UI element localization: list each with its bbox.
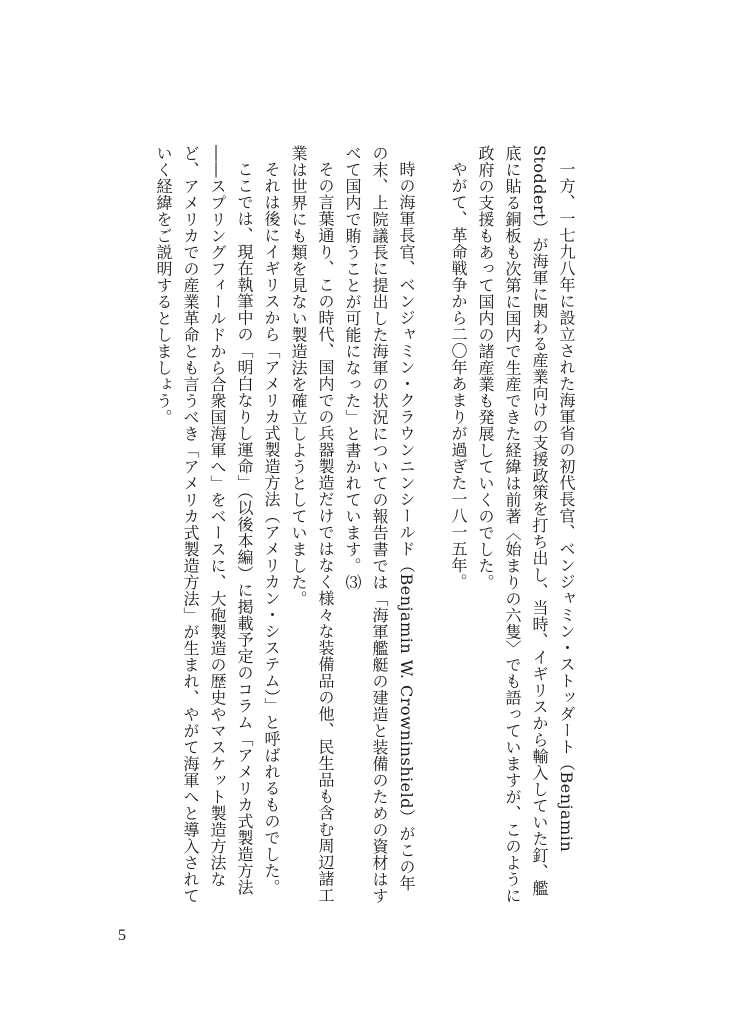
paragraph-column-intro: ここでは、現在執筆中の「明白なりし運命」（以後本編）に掲載予定のコラム「アメリカ式製造方法――スプリングフィールドから合衆国海軍へ」をベースに、大砲製造の歴史やマスケット製造方法など、アメリカでの産業革命とも言うべき「アメリカ式製造方法」が生まれ、やがて海軍へと導入されていく経緯をご説明するとしましょう。 <box>154 145 254 904</box>
paragraph-american-system: それは後にイギリスから「アメリカ式製造方法（アメリカン・システム）」と呼ばれるものでした。 <box>262 161 281 896</box>
paragraph-1815: やがて、革命戦争から二〇年あまりが過ぎた一八一五年。 <box>449 161 468 590</box>
paragraph-crowninshield: 時の海軍長官、ベンジャミン・クラウンニンシールド（Benjamin W. Crowninshield）がこの年の末、上院議長に提出した海軍の状況についての報告書では「海軍艦艇の建造と装備のための資材はすべて国内で賄うことが可能になった」と書かれています。⑶ <box>343 145 416 904</box>
paragraph-manufacturing: その言葉通り、この時代、国内での兵器製造だけではなく様々な装備品の他、民生品も含む周辺諸工業は世界にも類を見ない製造法を確立しようとしていました。 <box>289 145 335 904</box>
vertical-text-body <box>125 145 580 905</box>
page-number: 5 <box>118 927 126 944</box>
paragraph-stoddert: 一方、一七九八年に設立された海軍省の初代長官、ベンジャミン・ストッダート（Benjamin Stoddert）が海軍に関わる産業向けの支援政策を打ち出し、当時、イギリスから輸入していた釘、艦底に貼る銅板も次第に国内で生産できた経緯は前著〈始まりの六隻〉でも語っていますが、このように政府の支援もあって国内の諸産業も発展していくのでした。 <box>476 145 576 904</box>
